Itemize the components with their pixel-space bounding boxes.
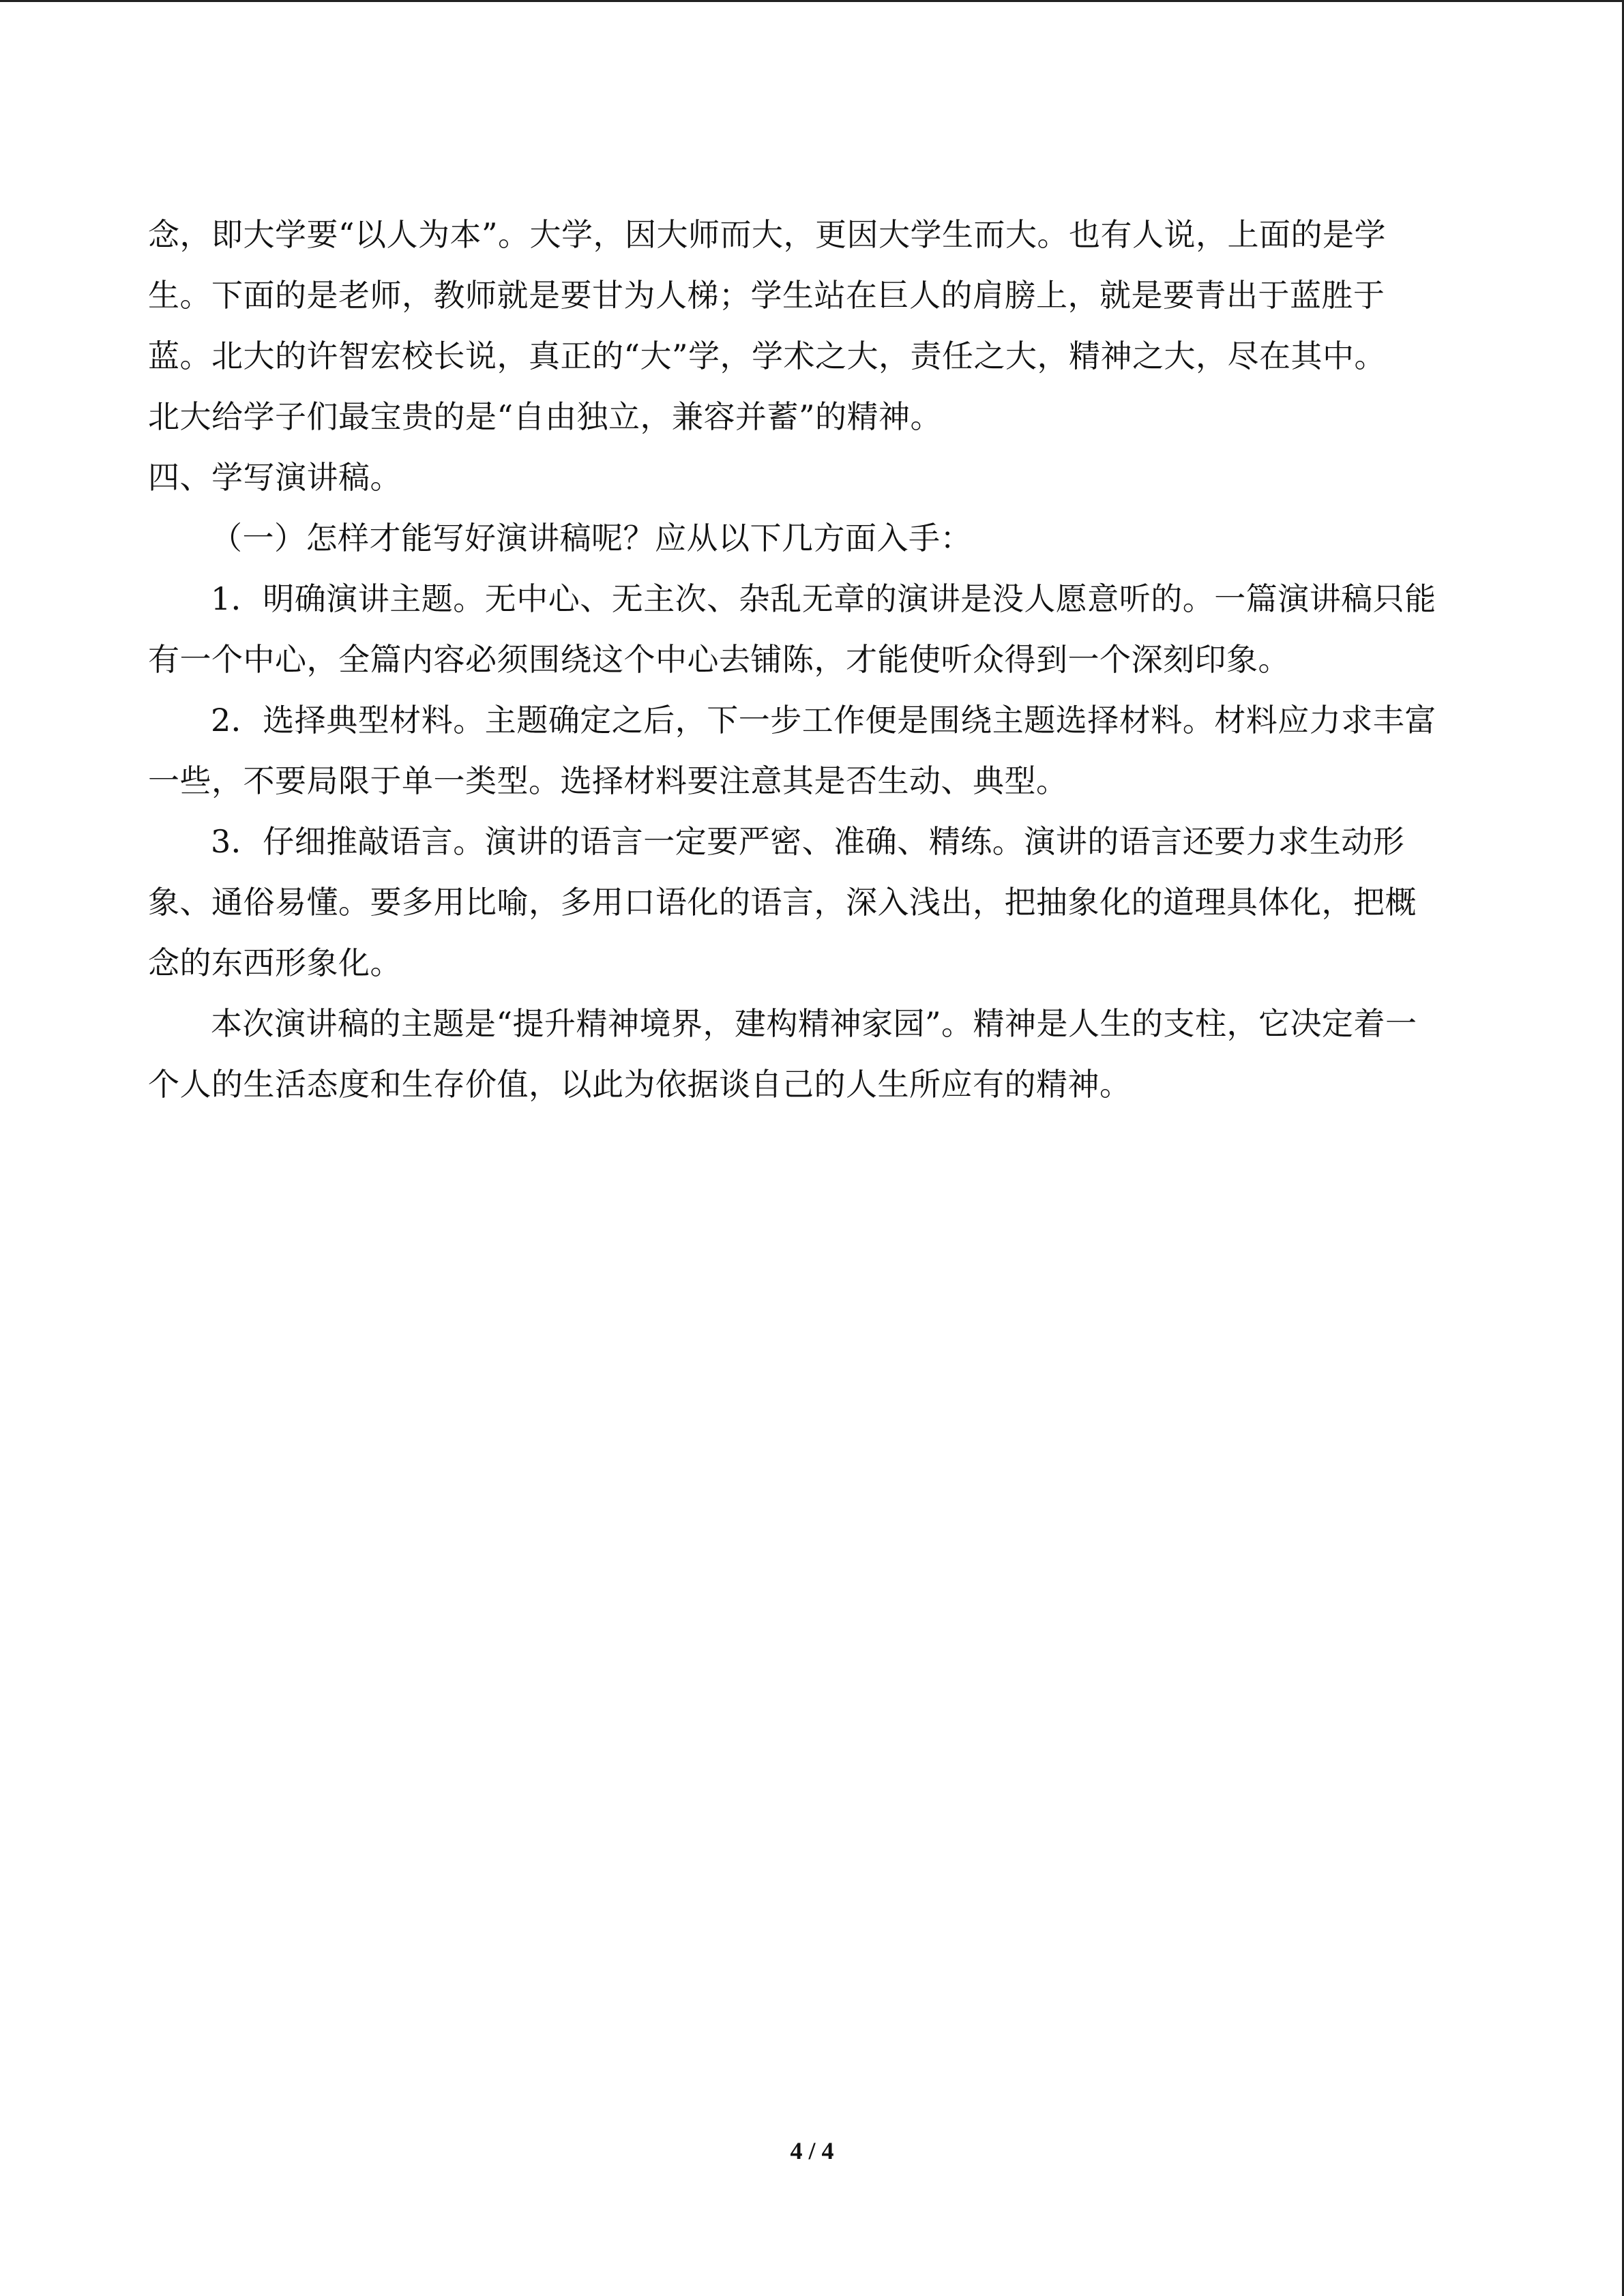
text-line: 1．明确演讲主题。无中心、无主次、杂乱无章的演讲是没人愿意听的。一篇演讲稿只能 [211, 580, 1436, 617]
text-line: 本次演讲稿的主题是“提升精神境界，建构精神家园”。精神是人生的支柱，它决定着一 [211, 1005, 1417, 1042]
text-line: 3．仔细推敲语言。演讲的语言一定要严密、准确、精练。演讲的语言还要力求生动形 [211, 823, 1405, 860]
text-line: 有一个中心，全篇内容必须围绕这个中心去铺陈，才能使听众得到一个深刻印象。 [148, 641, 1290, 678]
document-body [148, 205, 1475, 1115]
text-line: 个人的生活态度和生存价值，以此为依据谈自己的人生所应有的精神。 [148, 1066, 1132, 1103]
text-line: 生。下面的是老师，教师就是要甘为人梯；学生站在巨人的肩膀上，就是要青出于蓝胜于 [148, 277, 1385, 314]
text-line: 念的东西形象化。 [148, 944, 402, 981]
text-line: 象、通俗易懂。要多用比喻，多用口语化的语言，深入浅出，把抽象化的道理具体化，把概 [148, 884, 1417, 921]
top-border [0, 0, 1624, 2]
page-number: 4 / 4 [790, 2137, 834, 2164]
subsection-heading: （一）怎样才能写好演讲稿呢？应从以下几方面入手： [211, 520, 972, 556]
text-line: 蓝。北大的许智宏校长说，真正的“大”学，学术之大，责任之大，精神之大，尽在其中。 [148, 338, 1387, 374]
text-line: 一些，不要局限于单一类型。选择材料要注意其是否生动、典型。 [148, 762, 1068, 799]
text-line: 念，即大学要“以人为本”。大学，因大师而大，更因大学生而大。也有人说，上面的是学 [148, 216, 1387, 253]
text-line: 2．选择典型材料。主题确定之后，下一步工作便是围绕主题选择材料。材料应力求丰富 [211, 702, 1436, 739]
section-heading: 四、学写演讲稿。 [148, 459, 402, 496]
text-line: 北大给学子们最宝贵的是“自由独立，兼容并蓄”的精神。 [148, 398, 943, 435]
